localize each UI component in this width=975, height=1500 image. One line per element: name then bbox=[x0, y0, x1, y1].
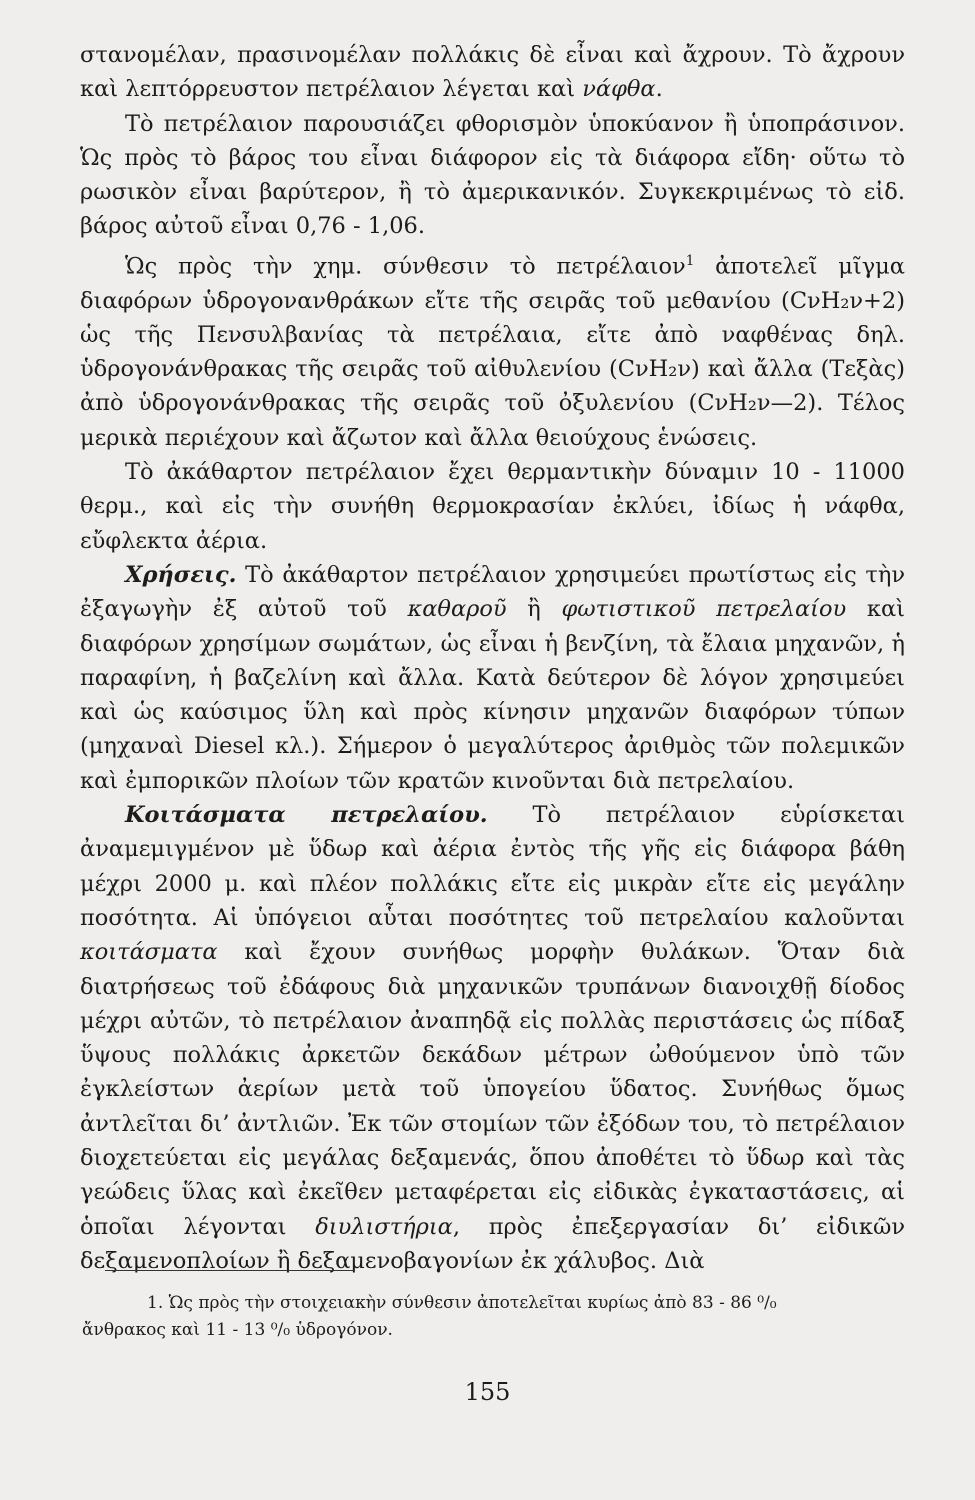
paragraph-p1 bbox=[80, 38, 905, 107]
section-heading: Κοιτάσματα πετρελαίου. bbox=[125, 802, 488, 829]
paragraph-p3 bbox=[80, 244, 905, 455]
text-run: Τὸ πετρέλαιον εὑρίσκεται ἀναμεμιγμένον μὲ ὕδωρ καὶ ἀέρια ἐντὸς τῆς γῆς εἰς διάφορα βάθη μέχρι 2000 μ. καὶ πλέον πολλάκις εἴτε εἰς μικρὰν εἴτε εἰς μεγάλην ποσότητα. Αἱ ὑπόγειοι αὗται ποσότητες τοῦ πετρελαίου καλοῦνται bbox=[80, 802, 905, 931]
text-run: καὶ διαφόρων χρησίμων σωμάτων, ὡς εἶναι ἡ βενζίνη, τὰ ἔλαια μηχανῶν, ἡ παραφίνη, ἡ βαζελίνη καὶ ἄλλα. Κατὰ δεύτερον δὲ λόγον χρησιμεύει καὶ ὡς καύσιμος ὕλη καὶ πρὸς κίνησιν μηχανῶν διαφόρων τύπων (μηχαναὶ Diesel κλ.). Σήμερον ὁ μεγαλύτερος ἀριθμὸς τῶν πολεμικῶν καὶ ἐμπορικῶν πλοίων τῶν κρατῶν κινοῦνται διὰ πετρελαίου. bbox=[80, 596, 905, 794]
text-run: Τὸ ἀκάθαρτον πετρέλαιον ἔχει θερμαντικὴν δύναμιν 10 - 11000 θερμ., καὶ εἰς τὴν συνήθη θερμοκρασίαν ἐκλύει, ἰδίως ἡ νάφθα, εὔφλεκτα ἀέρια. bbox=[80, 459, 905, 554]
text-run: νάφθα bbox=[582, 76, 656, 103]
paragraph-p5 bbox=[80, 558, 905, 798]
text-run: . bbox=[655, 76, 663, 103]
text-run: ἀποτελεῖ μῖγμα διαφόρων ὑδρογονανθράκων εἴτε τῆς σειρᾶς τοῦ μεθανίου (CνH₂ν+2) ὡς τῆς Πενσυλβανίας τὰ πετρέλαια, εἴτε ἀπὸ ναφθένας δηλ. ὑδρογονάνθρακας τῆς σειρᾶς τοῦ αἰθυλενίου (CνH₂ν) καὶ ἄλλα (Τεξὰς) ἀπὸ ὑδρογονάνθρακας τῆς σειρᾶς τοῦ ὀξυλενίου (CνH₂ν—2). Τέλος μερικὰ περιέχουν καὶ ἄζωτον καὶ ἄλλα θειούχους ἑνώσεις. bbox=[80, 253, 906, 451]
text-run: στανομέλαν, πρασινομέλαν πολλάκις δὲ εἶναι καὶ ἄχρουν. Τὸ ἄχρουν καὶ λεπτόρρευστον πετρέλαιον λέγεται καὶ bbox=[80, 42, 905, 103]
section-heading: Χρήσεις. bbox=[125, 561, 237, 588]
paragraph-p2 bbox=[80, 107, 905, 244]
text-run: , πρὸς ἐπεξεργασίαν δι’ εἰδικῶν δεξαμενοπλοίων ἢ δεξαμενοβαγονίων ἐκ χάλυβος. Διὰ bbox=[80, 1213, 905, 1274]
text-run: ἢ bbox=[506, 596, 562, 623]
text-run: καὶ ἔχουν συνήθως μορφὴν θυλάκων. Ὅταν διὰ διατρήσεως τοῦ ἐδάφους διὰ μηχανικῶν τρυπάνων διανοιχθῇ δίοδος μέχρι αὐτῶν, τὸ πετρέλαιον ἀναπηδᾷ εἰς πολλὰς περιστάσεις ὡς πίδαξ ὕψους πολλάκις ἀρκετῶν δεκάδων μέτρων ὠθούμενον ὑπὸ τῶν ἐγκλείστων ἀερίων μετὰ τοῦ ὑπογείου ὕδατος. Συνήθως ὅμως ἀντλεῖται δι’ ἀντλιῶν. Ἐκ τῶν στομίων τῶν ἐξόδων του, τὸ πετρέλαιον διοχετεύεται εἰς μεγάλας δεξαμενάς, ὅπου ἀποθέτει τὸ ὕδωρ καὶ τὰς γεώδεις ὕλας καὶ ἐκεῖθεν μεταφέρεται εἰς εἰδικὰς ἐγκαταστάσεις, αἱ ὁποῖαι λέγονται bbox=[80, 939, 905, 1240]
text-run: φωτιστικοῦ πετρελαίου bbox=[561, 596, 847, 623]
paragraph-p6 bbox=[80, 798, 905, 1278]
footnote-marker: 1 bbox=[685, 252, 695, 269]
body-text bbox=[80, 38, 905, 1278]
footnote-divider bbox=[105, 1270, 355, 1271]
text-run: διυλιστήρια bbox=[315, 1213, 453, 1240]
footnote-line-1: 1. Ὡς πρὸς τὴν στοιχειακὴν σύνθεσιν ἀποτελεῖται κυρίως ἀπὸ 83 - 86 ⁰/₀ bbox=[147, 1293, 777, 1313]
text-run: κοιτάσματα bbox=[80, 939, 218, 966]
footnote bbox=[82, 1290, 902, 1344]
page-number: 155 bbox=[464, 1378, 511, 1406]
paragraph-p4 bbox=[80, 455, 905, 558]
text-run: καθαροῦ bbox=[407, 596, 507, 623]
text-run: Ὡς πρὸς τὴν χημ. σύνθεσιν τὸ πετρέλαιον bbox=[125, 253, 686, 280]
footnote-line-2: ἄνθρακος καὶ 11 - 13 ⁰/₀ ὑδρογόνον. bbox=[82, 1320, 393, 1340]
text-run: Τὸ πετρέλαιον παρουσιάζει φθορισμὸν ὑποκύανον ἢ ὑποπράσινον. Ὡς πρὸς τὸ βάρος του εἶναι διάφορον εἰς τὰ διάφορα εἴδη· οὕτω τὸ ρωσικὸν εἶναι βαρύτερον, ἢ τὸ ἀμερικανικόν. Συγκεκριμένως τὸ εἰδ. βάρος αὐτοῦ εἶναι 0,76 - 1,06. bbox=[80, 110, 905, 240]
text-run: Τὸ ἀκάθαρτον πετρέλαιον χρησιμεύει πρωτίστως εἰς τὴν ἐξαγωγὴν ἐξ αὐτοῦ τοῦ bbox=[80, 561, 905, 623]
